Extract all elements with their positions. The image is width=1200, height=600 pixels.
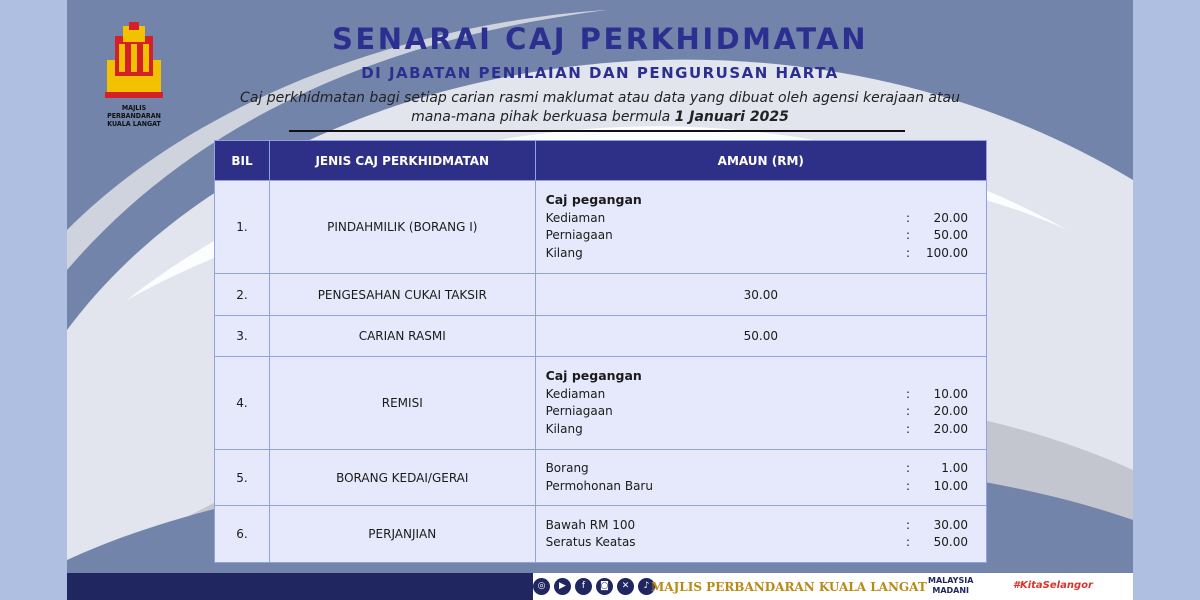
amount-label: Kediaman (545, 210, 606, 225)
table-row (215, 357, 987, 450)
amount-value: 1.00 (941, 461, 968, 476)
madani-line-1: MALAYSIA (928, 576, 974, 585)
row-jenis: PINDAHMILIK (BORANG I) (269, 181, 535, 274)
amount-line: Kilang : 100.00 (546, 244, 976, 262)
row-bil: 1. (215, 181, 270, 274)
amount-line: Kediaman : 20.00 (546, 209, 976, 227)
table-row (215, 506, 987, 563)
logo-line-1: MAJLIS PERBANDARAN (107, 104, 161, 120)
logo-line-2: KUALA LANGAT (107, 120, 161, 128)
amount-label: Perniagaan (545, 228, 613, 242)
table-row (215, 181, 987, 274)
amount-value: 20.00 (933, 404, 968, 418)
description (207, 89, 993, 127)
amount-label: Bawah RM 100 (545, 517, 636, 532)
row-jenis: CARIAN RASMI (269, 316, 535, 357)
row-bil: 4. (215, 357, 270, 450)
divider (289, 130, 905, 132)
amount-label: Borang (545, 461, 589, 476)
x-icon[interactable]: ✕ (617, 578, 634, 595)
amount-value: 100.00 (926, 245, 968, 260)
footer-brand-strip (533, 573, 1133, 600)
tiktok-icon[interactable]: ♪ (638, 578, 655, 595)
amount-label: Kediaman (545, 386, 606, 401)
amount-value: 20.00 (933, 421, 968, 436)
amount-line: Kediaman : 10.00 (546, 385, 976, 403)
row-jenis: REMISI (269, 357, 535, 450)
page-title: SENARAI CAJ PERKHIDMATAN (332, 22, 868, 56)
social-icons (533, 578, 655, 595)
amount-line: Perniagaan : 20.00 (546, 402, 976, 420)
header-bil: BIL (215, 141, 270, 181)
amount-value: 50.00 (933, 535, 968, 550)
table-row (215, 274, 987, 316)
amount-label: Perniagaan (545, 404, 613, 418)
row-amount (535, 450, 986, 506)
row-bil: 5. (215, 450, 270, 506)
header-jenis: JENIS CAJ PERKHIDMATAN (269, 141, 535, 181)
amount-heading: Caj pegangan (545, 367, 642, 383)
facebook-icon[interactable]: f (575, 578, 592, 595)
description-date: 1 Januari 2025 (674, 109, 789, 125)
amount-heading: Caj pegangan (545, 191, 642, 207)
amount-line: Permohonan Baru : 10.00 (546, 477, 976, 495)
row-amount: 30.00 (535, 274, 986, 316)
amount-value: 10.00 (933, 478, 968, 493)
malaysia-madani-logo (928, 576, 973, 596)
row-bil: 3. (215, 316, 270, 357)
page-subtitle: DI JABATAN PENILAIAN DAN PENGURUSAN HARTA (361, 64, 839, 82)
amount-label: Permohonan Baru (545, 478, 653, 493)
row-amount (535, 181, 986, 274)
amount-value: 20.00 (933, 210, 968, 225)
amount-line: Bawah RM 100 : 30.00 (546, 516, 976, 534)
fee-table (214, 140, 987, 563)
web-icon[interactable]: ◎ (533, 578, 550, 595)
amount-line: Borang : 1.00 (546, 460, 976, 478)
amount-line: Seratus Keatas : 50.00 (546, 534, 976, 552)
table-row (215, 450, 987, 506)
amount-label: Kilang (545, 245, 583, 260)
madani-line-2: MADANI (932, 586, 970, 595)
footer-org-name: MAJLIS PERBANDARAN KUALA LANGAT (651, 580, 927, 594)
description-line-1: Caj perkhidmatan bagi setiap carian rasmi maklumat atau data yang dibuat oleh agensi kerajaan atau (240, 90, 960, 106)
row-bil: 2. (215, 274, 270, 316)
amount-label: Kilang (545, 421, 583, 436)
row-amount: 50.00 (535, 316, 986, 357)
row-amount (535, 506, 986, 563)
row-bil: 6. (215, 506, 270, 563)
amount-value: 10.00 (933, 386, 968, 401)
row-jenis: PENGESAHAN CUKAI TAKSIR (269, 274, 535, 316)
instagram-icon[interactable]: ◙ (596, 578, 613, 595)
youtube-icon[interactable]: ▶ (554, 578, 571, 595)
row-amount (535, 357, 986, 450)
footer-bar (67, 573, 1133, 600)
amount-line: Kilang : 20.00 (546, 420, 976, 438)
description-line-2: mana-mana pihak berkuasa bermula (411, 109, 671, 125)
table-row (215, 316, 987, 357)
row-jenis: PERJANJIAN (269, 506, 535, 563)
amount-value: 50.00 (933, 228, 968, 242)
header-amaun: AMAUN (RM) (535, 141, 986, 181)
kita-selangor-logo: #KitaSelangor (1013, 580, 1093, 591)
amount-value: 30.00 (933, 517, 968, 532)
amount-line: Perniagaan : 50.00 (546, 226, 976, 244)
poster (67, 0, 1133, 600)
amount-label: Seratus Keatas (545, 535, 636, 550)
row-jenis: BORANG KEDAI/GERAI (269, 450, 535, 506)
table-header-row (215, 141, 987, 181)
